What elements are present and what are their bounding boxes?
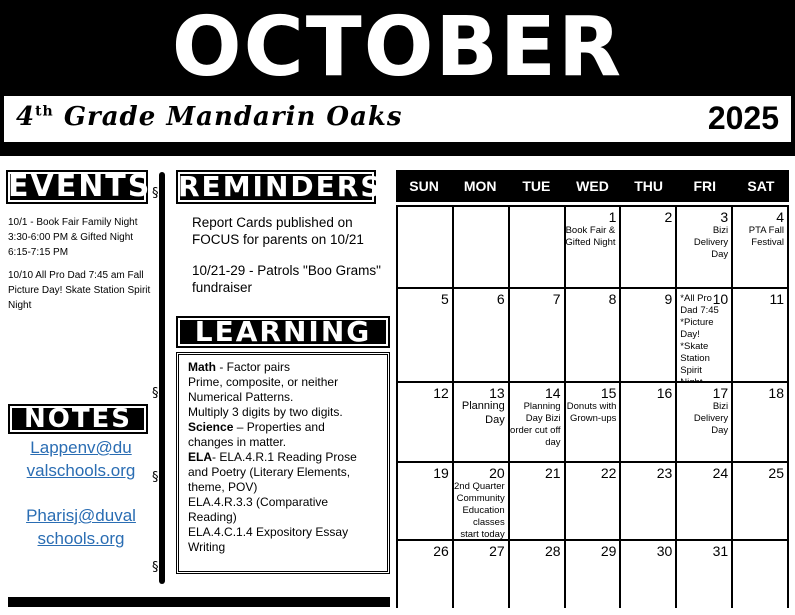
notes-emails	[6, 436, 156, 550]
learning-content: Math - Factor pairs Prime, composite, or neither Numerical Patterns. Multiply 3 digits by two digits. Science – Properties and changes in matter. ELA- ELA.4.R.1 Reading Prose and Poetry (Literary Elements, theme, POV) ELA.4.R.3.3 (Comparative Reading) ELA.4.C.1.4 Expository Essay Writing	[188, 360, 357, 554]
day-number: 4	[776, 209, 784, 225]
day-number: 22	[600, 465, 617, 481]
day-number: 5	[441, 291, 449, 307]
day-number: 31	[712, 543, 729, 559]
day-number: 20	[489, 465, 505, 481]
calendar-day-cell	[621, 383, 675, 461]
weekday-label: FRI	[693, 178, 717, 194]
calendar-day-cell	[510, 541, 564, 615]
calendar-day-cell	[733, 541, 787, 615]
day-number: 27	[489, 543, 505, 559]
day-event-note: PTA Fall Festival	[748, 225, 784, 248]
calendar-day-cell	[454, 383, 508, 461]
day-event-note: Bizi Delivery Day	[693, 225, 729, 260]
reminders-heading: REMINDERS	[178, 170, 383, 203]
calendar-day-cell	[677, 207, 731, 287]
day-number: 19	[433, 465, 449, 481]
calendar-day-cell	[621, 463, 675, 539]
calendar-day-cell	[566, 289, 620, 381]
subtitle-bar	[0, 96, 795, 142]
footer-rule	[8, 597, 390, 607]
day-number: 11	[769, 291, 784, 307]
notes-heading: NOTES	[8, 404, 148, 434]
calendar-day-cell	[454, 463, 508, 539]
calendar-day-cell	[510, 207, 564, 287]
event-item: 10/10 All Pro Dad 7:45 am Fall Picture Day! Skate Station Spirit Night	[8, 270, 151, 311]
day-number: 24	[712, 465, 729, 481]
year-label: 2025	[707, 100, 779, 136]
calendar-day-cell	[510, 289, 564, 381]
coil-icon: §	[152, 470, 159, 485]
day-number: 13	[489, 385, 505, 401]
coil-icon: §	[152, 386, 159, 401]
header-rule	[0, 142, 795, 156]
calendar-day-cell	[677, 541, 731, 615]
calendar-day-cell	[398, 289, 452, 381]
event-item: 10/1 - Book Fair Family Night 3:30-6:00 PM & Gifted Night 6:15-7:15 PM	[8, 217, 138, 258]
calendar-day-cell	[566, 383, 620, 461]
calendar-day-cell	[566, 207, 620, 287]
calendar-day-cell	[454, 541, 508, 615]
calendar-day-cell	[454, 207, 508, 287]
weekday-label: TUE	[522, 178, 551, 194]
learning-heading: LEARNING	[176, 316, 390, 348]
calendar-day-cell	[677, 289, 731, 381]
day-number: 26	[433, 543, 449, 559]
day-number: 29	[600, 543, 617, 559]
events-heading: EVENTS	[8, 169, 152, 204]
coil-icon: §	[152, 560, 159, 575]
calendar-day-cell	[733, 289, 787, 381]
day-number: 21	[544, 465, 561, 481]
day-number: 15	[600, 385, 617, 401]
day-event-note: Book Fair & Gifted Night	[565, 225, 616, 248]
day-number: 10	[712, 291, 729, 307]
day-event-note: Planning Day	[461, 400, 505, 426]
day-number: 9	[664, 291, 673, 307]
day-event-note: Planning Day Bizi order cut off day	[510, 401, 561, 448]
calendar-day-cell	[677, 463, 731, 539]
day-event-note: Bizi Delivery Day	[693, 401, 729, 436]
calendar-day-cell	[510, 463, 564, 539]
day-number: 1	[608, 209, 617, 225]
month-title: OCTOBER	[171, 0, 624, 95]
day-number: 14	[544, 385, 561, 401]
calendar-day-cell	[621, 541, 675, 615]
calendar-day-cell	[566, 463, 620, 539]
calendar-day-cell	[733, 207, 787, 287]
grade-title: 4th Grade Mandarin Oaks	[16, 102, 403, 132]
calendar-day-cell	[621, 207, 675, 287]
reminder-item: 10/21-29 - Patrols "Boo Grams" fundraiser	[192, 263, 381, 295]
calendar-day-cell	[398, 463, 452, 539]
day-number: 28	[544, 543, 561, 559]
reminder-item: Report Cards published on FOCUS for parents on 10/21	[192, 215, 364, 247]
email-link-pharisj[interactable]: Pharisj@duval schools.org	[26, 506, 136, 548]
calendar-day-cell	[566, 541, 620, 615]
coil-icon: §	[152, 186, 159, 201]
day-number: 17	[712, 385, 729, 401]
calendar-day-cell	[677, 383, 731, 461]
weekday-label: SAT	[747, 178, 775, 194]
day-number: 6	[496, 291, 505, 307]
day-event-note: Donuts with Grown-ups	[566, 401, 617, 424]
email-link-lappenv[interactable]: Lappenv@du valschools.org	[26, 438, 136, 480]
calendar-day-cell	[398, 207, 452, 287]
notebook-divider	[159, 172, 165, 584]
weekday-label: MON	[463, 178, 497, 194]
weekday-label: THU	[634, 178, 664, 194]
day-number: 8	[608, 291, 617, 307]
calendar-day-cell	[398, 541, 452, 615]
calendar-grid	[396, 205, 789, 608]
day-number: 2	[664, 209, 673, 225]
calendar-day-cell	[510, 383, 564, 461]
calendar-day-cell	[398, 383, 452, 461]
day-number: 7	[552, 291, 561, 307]
weekday-label: SUN	[409, 178, 439, 194]
day-number: 18	[768, 385, 784, 401]
day-event-note: *All Pro Dad 7:45 *Picture Day! *Skate Station Spirit	[680, 293, 719, 376]
day-event-note: 2nd Quarter Community Education classes start today	[454, 481, 505, 540]
calendar-weekday-header	[396, 170, 789, 202]
weekday-label: WED	[576, 178, 609, 194]
day-number: 3	[720, 209, 729, 225]
calendar-day-cell	[733, 383, 787, 461]
reminders-list	[192, 214, 382, 310]
calendar-day-cell	[454, 289, 508, 381]
day-number: 25	[768, 465, 784, 481]
day-number: 30	[656, 543, 673, 559]
events-list	[8, 215, 158, 321]
day-number: 16	[656, 385, 673, 401]
day-number: 12	[433, 385, 449, 401]
calendar-day-cell	[733, 463, 787, 539]
day-number: 23	[656, 465, 673, 481]
calendar-day-cell	[621, 289, 675, 381]
